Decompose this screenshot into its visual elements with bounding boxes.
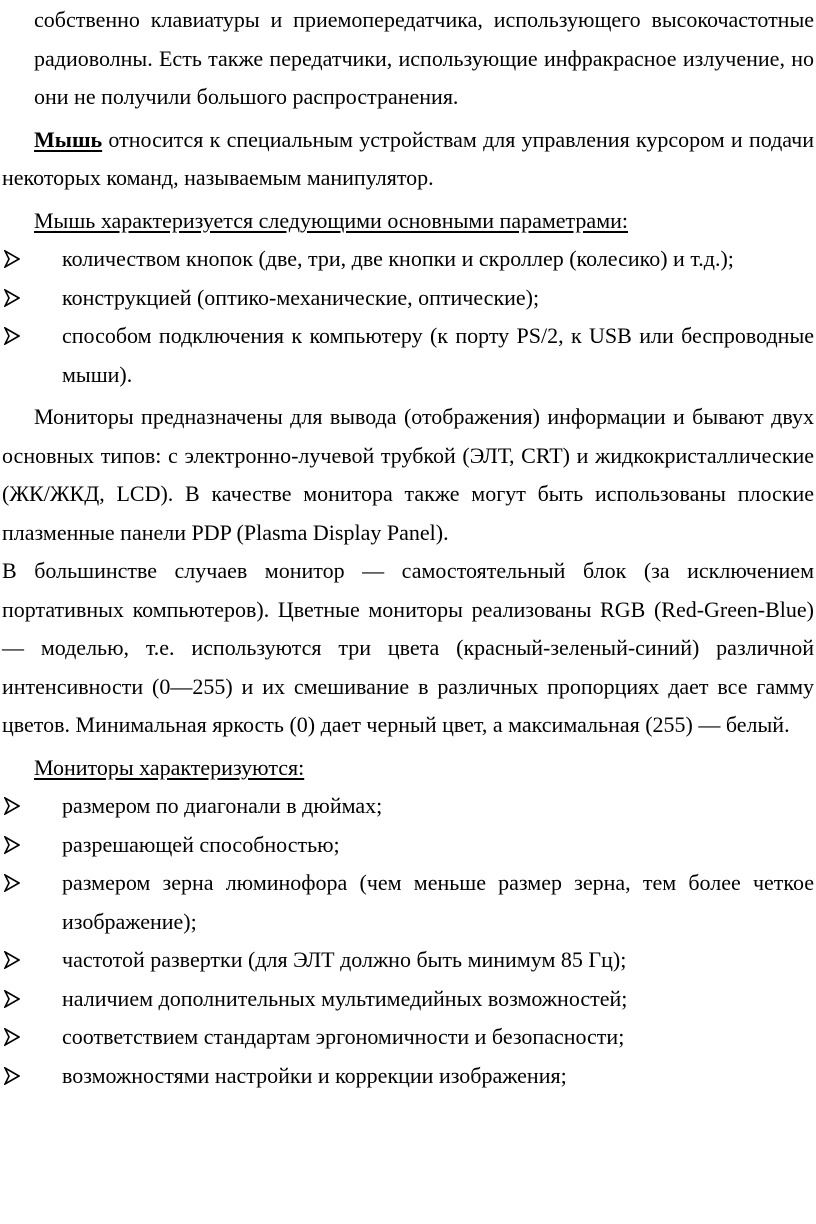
mouse-params-heading-text: Мышь характеризуется следующими основными параметрами:: [34, 207, 628, 233]
list-item: [2, 941, 814, 980]
list-item-text: соответствием стандартам эргономичности и безопасности;: [62, 1024, 625, 1049]
paragraph-monitors-text: предназначены для вывода (отображения) информации и бывают двух основных типов: с электронно-лучевой трубкой (ЭЛТ, CRT) и жидкокристаллические (ЖК/ЖКД, LCD). В качестве монитора также могут быть использованы плоские плазменные панели PDP (Plasma Display Panel).: [2, 404, 814, 545]
paragraph-mouse-text: относится к специальным устройствам для управления курсором и подачи некоторых команд, называемым манипулятор.: [2, 126, 814, 190]
list-item: [2, 317, 814, 394]
list-item-text: частотой развертки (для ЭЛТ должно быть минимум 85 Гц);: [62, 947, 627, 972]
arrowhead-bullet-icon: [4, 864, 30, 903]
paragraph-rgb: В большинстве случаев монитор — самостоятельный блок (за исключением портативных компьютеров). Цветные мониторы реализованы RGB (Red-Green-Blue) — моделью, т.е. используются три цвета (красный-зеленый-синий) различной интенсивности (0—255) и их смешивание в различных пропорциях дает все гамму цветов. Минимальная яркость (0) дает черный цвет, а максимальная (255) — белый.: [2, 558, 814, 737]
list-item-text: наличием дополнительных мультимедийных возможностей;: [62, 985, 628, 1011]
list-item-text: количеством кнопок (две, три, две кнопки и скроллер (колесико) и т.д.);: [62, 246, 734, 271]
list-item-text: конструкцией (оптико-механические, оптические);: [62, 284, 540, 310]
term-monitors: Мониторы: [34, 404, 134, 429]
list-item: [2, 826, 814, 865]
monitor-params-heading-text: Мониторы характеризуются:: [34, 754, 305, 780]
mouse-params-heading: [2, 202, 814, 241]
arrowhead-bullet-icon: [4, 787, 30, 826]
list-item-text: размером зерна люминофора (чем меньше размер зерна, тем более четкое изображение);: [62, 870, 814, 934]
paragraph-wireless-keyboard: собственно клавиатуры и приемопередатчика, использующего высокочастотные радиоволны. Есть также передатчики, использующие инфракрасное излучение, но они не получили большого распространения.: [34, 7, 814, 109]
arrowhead-bullet-icon: [4, 279, 30, 318]
list-item: [2, 787, 814, 826]
arrowhead-bullet-icon: [4, 941, 30, 980]
monitor-params-heading: [2, 749, 814, 788]
paragraph-monitors: [2, 398, 814, 552]
list-item: [2, 279, 814, 318]
arrowhead-bullet-icon: [4, 826, 30, 865]
list-item: [2, 1018, 814, 1057]
list-item: [2, 980, 814, 1019]
list-item-text: разрешающей способностью;: [62, 831, 340, 857]
monitor-params-list: [2, 787, 814, 1095]
list-item: [2, 864, 814, 941]
list-item: [2, 1057, 814, 1096]
paragraph-mouse: [2, 121, 814, 198]
arrowhead-bullet-icon: [4, 317, 30, 356]
list-item-text: размером по диагонали в дюймах;: [62, 793, 383, 818]
arrowhead-bullet-icon: [4, 980, 30, 1019]
list-item: [2, 240, 814, 279]
arrowhead-bullet-icon: [4, 240, 30, 279]
arrowhead-bullet-icon: [4, 1057, 30, 1096]
mouse-params-list: [2, 240, 814, 394]
term-mouse: Мышь: [34, 126, 103, 152]
arrowhead-bullet-icon: [4, 1018, 30, 1057]
list-item-text: возможностями настройки и коррекции изображения;: [62, 1062, 567, 1088]
list-item-text: способом подключения к компьютеру (к порту PS/2, к USB или беспроводные мыши).: [62, 323, 814, 387]
